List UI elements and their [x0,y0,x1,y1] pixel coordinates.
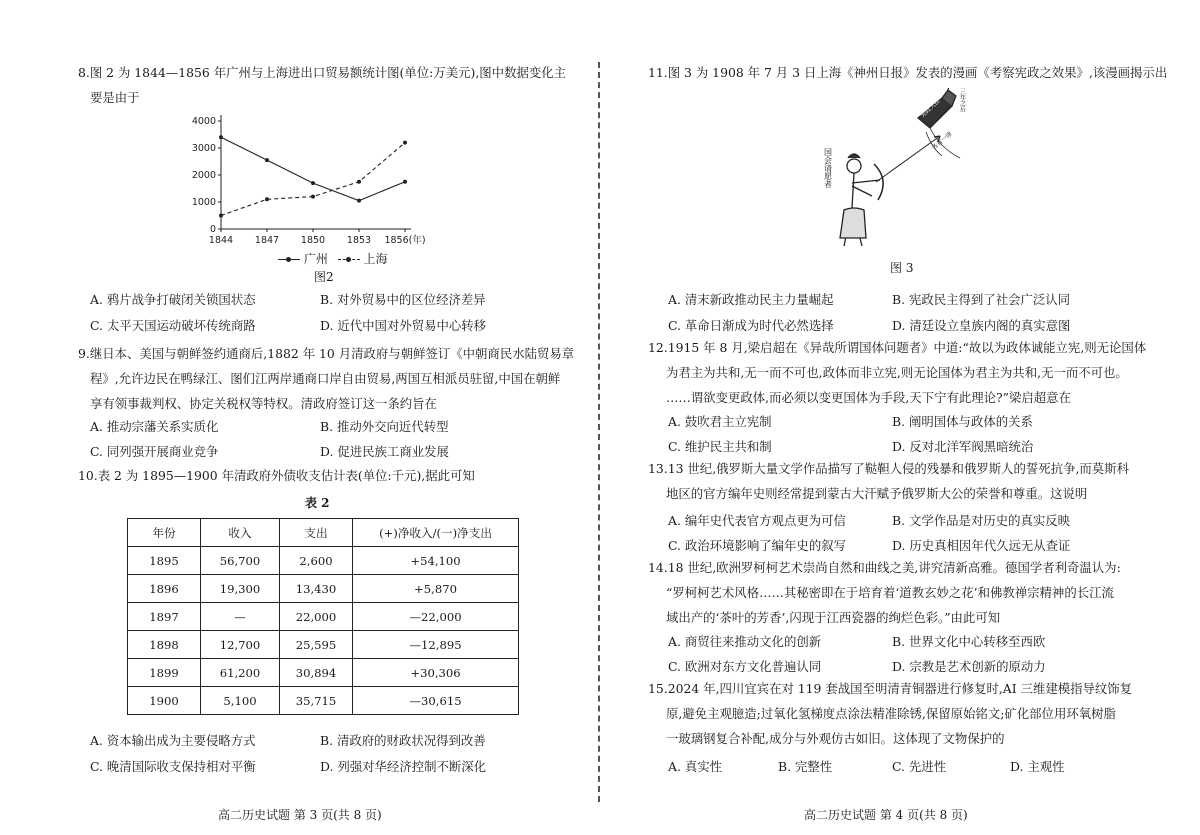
x-tick-label: 1844 [208,235,234,246]
question-12-line1: 12.1915 年 8 月,梁启超在《异哉所谓国体问题者》中道:“故以为政体诚能立宪,则无论国体 [648,340,1147,355]
cartoon-archer-label: 国会请愿者 [823,148,833,188]
cartoon-sign-label: 三年之后 [958,88,966,112]
data-point [265,197,269,201]
q13-option-b[interactable]: B. 文学作品是对历史的真实反映 [892,513,1071,528]
table-cell: —30,615 [353,687,519,715]
legend-guangzhou-label: 广州 [303,252,328,266]
table-header-cell: 支出 [280,519,353,547]
q13-option-a[interactable]: A. 编年史代表官方观点更为可信 [668,513,846,528]
page-4-footer: 高二历史试题 第 4 页(共 8 页) [804,808,968,822]
table-cell: 61,200 [201,659,280,687]
q11-option-a[interactable]: A. 清末新政推动民主力量崛起 [668,292,834,307]
question-10 [78,463,588,488]
table-cell: +30,306 [353,659,519,687]
legend-shanghai-swatch [338,259,360,260]
table-row [128,575,519,603]
table-cell: 30,894 [280,659,353,687]
data-point [357,180,361,184]
table-2-title: 表 2 [305,496,330,510]
question-13-line2: 地区的官方编年史则经常提到蒙古大汗赋予俄罗斯大公的荣誉和尊重。这说明 [666,486,1088,501]
question-9 [78,341,588,416]
table-cell: +54,100 [353,547,519,575]
question-9-line1: 9.继日本、美国与朝鲜签约通商后,1882 年 10 月清政府与朝鲜签订《中朝商民水陆贸易章 [78,346,575,361]
question-15 [648,676,1193,751]
q13-option-d[interactable]: D. 历史真相因年代久远无从查证 [892,538,1071,553]
question-9-line2: 程》,允许边民在鸭绿江、图们江两岸通商口岸自由贸易,两国互相派员驻留,中国在朝鲜 [90,371,561,386]
question-14 [648,555,1193,630]
q10-option-c[interactable]: C. 晚清国际收支保持相对平衡 [90,759,256,774]
table-cell: 1899 [128,659,201,687]
data-point [357,199,361,203]
q9-option-a[interactable]: A. 推动宗藩关系实质化 [90,419,219,434]
question-12 [648,335,1193,410]
table-row [128,631,519,659]
cartoon-arrow-label: 各省一律 [930,130,954,152]
data-point [311,195,315,199]
table-cell: +5,870 [353,575,519,603]
q12-option-c[interactable]: C. 维护民主共和制 [668,439,772,454]
series-line-guangzhou [221,137,405,200]
table-cell: 13,430 [280,575,353,603]
cartoon-banner-label: 宪政大臣 [919,97,942,119]
question-8 [78,60,578,110]
data-point [403,180,407,184]
q10-option-d[interactable]: D. 列强对华经济控制不断深化 [320,759,487,774]
data-point [219,135,223,139]
question-12-line3: ……谓欲变更政体,而必须以变更国体为手段,天下宁有此理论?”梁启超意在 [666,390,1071,405]
question-14-line1: 14.18 世纪,欧洲罗柯柯艺术崇尚自然和曲线之美,讲究清新高雅。德国学者利奇温认为: [648,560,1121,575]
question-15-line2: 原,避免主观臆造;过氧化氢梯度点涂法精准除锈,保留原始铭文;矿化部位用环氧树脂 [666,706,1116,721]
x-tick-label: 1847 [254,235,280,246]
q11-option-c[interactable]: C. 革命日渐成为时代必然选择 [668,318,834,333]
table-cell: — [201,603,280,631]
q15-option-c[interactable]: C. 先进性 [892,759,947,774]
table-cell: —12,895 [353,631,519,659]
question-14-line3: 域出产的‘茶叶的芳香’,闪现于江西瓷器的绚烂色彩。”由此可知 [666,610,1001,625]
question-9-line3: 享有领事裁判权、协定关税权等特权。清政府签订这一条约旨在 [90,396,437,411]
q8-option-d[interactable]: D. 近代中国对外贸易中心转移 [320,318,487,333]
table-cell: —22,000 [353,603,519,631]
figure-2-caption: 图2 [314,270,334,284]
q13-option-c[interactable]: C. 政治环境影响了编年史的叙写 [668,538,846,553]
y-tick-label: 4000 [191,116,216,127]
q12-option-a[interactable]: A. 鼓吹君主立宪制 [668,414,772,429]
data-point [403,141,407,145]
q9-option-b[interactable]: B. 推动外交向近代转型 [320,419,449,434]
table-cell: 25,595 [280,631,353,659]
question-12-line2: 为君主为共和,无一而不可也,政体而非立宪,则无论国体为君主为共和,无一而不可也。 [666,365,1128,380]
x-tick-label: 1853 [346,235,372,246]
q8-option-b[interactable]: B. 对外贸易中的区位经济差异 [320,292,486,307]
table-row [128,687,519,715]
q14-option-c[interactable]: C. 欧洲对东方文化普遍认同 [668,659,822,674]
figure-3-caption: 图 3 [890,261,914,275]
legend-guangzhou-swatch [278,259,300,260]
table-header-cell: 年份 [128,519,201,547]
page-3-footer: 高二历史试题 第 3 页(共 8 页) [218,808,382,822]
q15-option-b[interactable]: B. 完整性 [778,759,833,774]
data-point [265,158,269,162]
q14-option-d[interactable]: D. 宗教是艺术创新的原动力 [892,659,1046,674]
table-cell: 56,700 [201,547,280,575]
question-8-line1: 8.图 2 为 1844—1856 年广州与上海进出口贸易额统计图(单位:万美元),图中数据变化主 [78,65,567,80]
table-cell: 5,100 [201,687,280,715]
q12-option-b[interactable]: B. 阐明国体与政体的关系 [892,414,1033,429]
cartoon-constitution-effect [822,88,972,258]
y-tick-label: 2000 [191,170,216,181]
table-header-row [128,519,519,547]
q9-option-d[interactable]: D. 促进民族工商业发展 [320,444,449,459]
q10-option-a[interactable]: A. 资本输出成为主要侵略方式 [90,733,256,748]
exam-page-4 [600,0,1200,835]
table-cell: 1900 [128,687,201,715]
question-13-line1: 13.13 世纪,俄罗斯大量文学作品描写了鞑靼人侵的残暴和俄罗斯人的誓死抗争,而莫斯科 [648,461,1129,476]
y-tick-label: 1000 [191,197,216,208]
y-tick-label: 3000 [191,143,216,154]
question-8-line2: 要是由于 [90,90,140,105]
question-11 [648,60,1188,85]
table-cell: 1898 [128,631,201,659]
foreign-debt-table [127,518,519,715]
chart-legend [278,250,388,267]
table-cell: 19,300 [201,575,280,603]
series-line-shanghai [221,143,405,216]
q9-option-c[interactable]: C. 同列强开展商业竞争 [90,444,219,459]
q8-option-a[interactable]: A. 鸦片战争打破闭关锁国状态 [90,292,256,307]
question-14-line2: “罗柯柯艺术风格……其秘密即在于培育着‘道教玄妙之花’和佛教禅宗精神的长江流 [666,585,1114,600]
q14-option-a[interactable]: A. 商贸往来推动文化的创新 [668,634,822,649]
table-header-cell: (+)净收入/(一)净支出 [353,519,519,547]
table-cell: 1896 [128,575,201,603]
table-row [128,659,519,687]
q15-option-a[interactable]: A. 真实性 [668,759,722,774]
q12-option-d[interactable]: D. 反对北洋军阀黑暗统治 [892,439,1034,454]
data-point [219,214,223,218]
question-13 [648,456,1193,506]
trade-line-chart [185,112,445,262]
table-cell: 12,700 [201,631,280,659]
table-row [128,547,519,575]
q14-option-b[interactable]: B. 世界文化中心转移至西欧 [892,634,1046,649]
table-cell: 22,000 [280,603,353,631]
table-cell: 1897 [128,603,201,631]
legend-shanghai-label: 上海 [363,252,388,266]
q10-option-b[interactable]: B. 清政府的财政状况得到改善 [320,733,486,748]
table-row [128,603,519,631]
y-tick-label: 0 [209,224,216,235]
q11-option-d[interactable]: D. 清廷设立皇族内阁的真实意图 [892,318,1071,333]
q15-option-d[interactable]: D. 主观性 [1010,759,1065,774]
table-cell: 2,600 [280,547,353,575]
question-10-line1: 10.表 2 为 1895—1900 年清政府外债收支估计表(单位:千元),据此可知 [78,468,475,483]
question-15-line3: 一玻璃钢复合补配,成分与外观仿古如旧。这体现了文物保护的 [666,731,1005,746]
x-tick-label: 1856(年) [384,235,426,246]
table-cell: 35,715 [280,687,353,715]
x-tick-label: 1850 [300,235,326,246]
table-header-cell: 收入 [201,519,280,547]
q11-option-b[interactable]: B. 宪政民主得到了社会广泛认同 [892,292,1071,307]
q8-option-c[interactable]: C. 太平天国运动破坏传统商路 [90,318,256,333]
question-11-line1: 11.图 3 为 1908 年 7 月 3 日上海《神州日报》发表的漫画《考察宪政之效果》,该漫画揭示出 [648,65,1168,80]
table-cell: 1895 [128,547,201,575]
data-point [311,181,315,185]
question-15-line1: 15.2024 年,四川宜宾在对 119 套战国至明清青铜器进行修复时,AI 三维建模指导纹饰复 [648,681,1133,696]
